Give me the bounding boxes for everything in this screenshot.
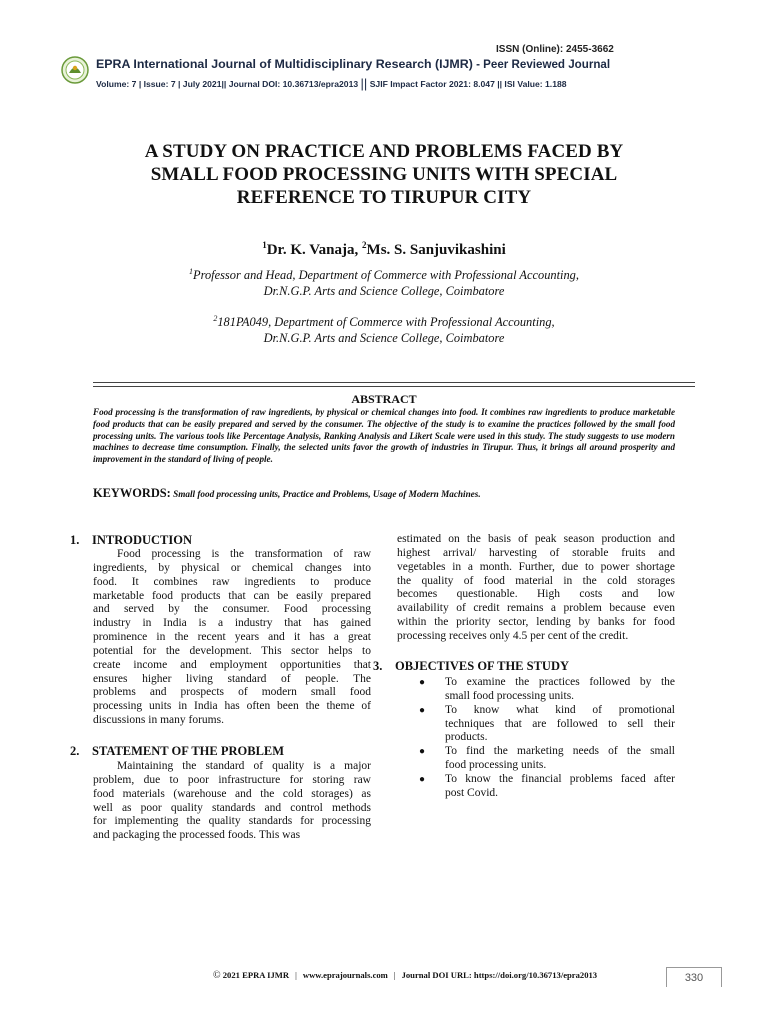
paragraph-line: Maintaining the standard of quality is a major [117,760,371,772]
bullet-icon: ● [419,704,426,716]
paragraph-line: highest arrival/ harvesting of storable fruits and [397,546,675,559]
paragraph-line: vegetables in a month. Further, due to power shortage [397,560,675,573]
paragraph-line: problem, due to poor infrastructure for storing raw [93,773,371,786]
paragraph-line: estimated on the basis of peak season production and [397,533,675,545]
abstract-text: Food processing is the transformation of raw ingredients, by physical or chemical changes into food. It combines raw ingredients to produce marketable food products that can be easily prepared and served by the consumer. The objective of the study is to examine the practices followed by the small food processing units. The various tools like Percentage Analysis, Ranking Analysis and Likert Scale were used in this study. The study suggests to use modern machines to decrease time consumption. Finally, the selected units favor the growth of industries in Tirupur. Thus, it brings all around prosperity and improvement in the standard of living of people. [93,407,675,465]
section-number: 3. [373,659,383,673]
journal-meta-left: Volume: 7 | Issue: 7 | July 2021|| Journal DOI: 10.36713/epra2013 [96,79,361,89]
peer-reviewed-label: - Peer Reviewed Journal [472,58,611,71]
objective-line: post Covid. [445,786,499,799]
affiliation-line: Dr.N.G.P. Arts and Science College, Coimbatore [263,283,505,298]
abstract-heading: ABSTRACT [351,392,417,406]
paragraph-line: ensures higher living standard of people. The [93,672,371,685]
paragraph-line: becomes questionable. High costs and low [397,588,675,601]
paragraph-line: industry in India is a industry that has gained [93,617,371,630]
keywords [93,484,693,502]
title-line: A STUDY ON PRACTICE AND PROBLEMS FACED BY [144,141,624,162]
section-number: 1. [70,533,80,547]
authors [60,240,708,259]
objective-line: small food processing units. [445,689,575,702]
section-heading-objectives [373,659,569,674]
divider [93,382,695,383]
author-sup: 1 [262,240,267,250]
section-title: OBJECTIVES OF THE STUDY [395,659,570,673]
objective-line: To know the financial problems faced after [445,772,675,785]
statement-paragraph [93,760,371,843]
paragraph-line: Food processing is the transformation of raw [117,548,371,560]
journal-meta [96,76,567,91]
section-heading-introduction [70,533,192,548]
objective-line: To find the marketing needs of the small [445,745,675,758]
author-name: Dr. K. Vanaja, [266,242,363,258]
paragraph-line: for implementing the quality standards for processing [93,815,371,828]
paragraph-line: processing receives only 4.5 per cent of the credit. [397,629,629,642]
paragraph-line: create income and employment opportunities that [93,658,371,671]
title-line: SMALL FOOD PROCESSING UNITS WITH SPECIAL [150,164,618,185]
paragraph-line: ingredients, by physical or chemical changes into [93,561,371,574]
paragraph-line: within the priority sector, lending by banks for food [397,616,675,629]
objective-item [415,745,675,773]
paragraph-line: potential for the development. This sector helps to [93,644,371,657]
paragraph-line: the quality of food material in the cold storages [397,574,675,587]
objective-item [415,704,675,746]
paragraph-line: food materials (warehouse and the cold storages) as [93,787,371,800]
paragraph-line: processing units in India has often been the theme of [93,700,371,713]
journal-meta-right: SJIF Impact Factor 2021: 8.047 || ISI Value: 1.188 [367,79,567,89]
paragraph-line: availability of credit remains a problem because even [397,602,675,615]
bullet-icon: ● [419,773,426,785]
author-sup: 2 [362,240,367,250]
objective-line: food processing units. [445,759,547,772]
objective-line: techniques that are followed to sell their [445,717,675,730]
journal-name [96,57,610,71]
footer-doi: Journal DOI URL: https://doi.org/10.36713/epra2013 [401,970,598,980]
footer-journal: 2021 EPRA IJMR [220,970,290,980]
keywords-text: Small food processing units, Practice and Problems, Usage of Modern Machines. [170,489,481,499]
page-footer: © 2021 EPRA IJMR | www.eprajournals.com | Journal DOI URL: https://doi.org/10.36713/epra2013 [213,970,598,981]
journal-title: EPRA International Journal of Multidisciplinary Research (IJMR) [96,57,473,71]
divider [93,386,695,387]
affiliation-sup: 1 [189,267,194,276]
affiliation-sup: 2 [213,314,218,323]
objective-line: To examine the practices followed by the [445,676,675,688]
paragraph-line: well as poor quality standards and control methods [93,801,371,814]
footer-website: www.eprajournals.com [302,970,388,980]
objective-item [415,773,675,801]
paragraph-line: marketable food products that can be easily prepared [93,589,371,602]
bullet-icon: ● [419,746,426,758]
section-title: STATEMENT OF THE PROBLEM [92,744,285,758]
paragraph-line: discussions in many forums. [93,714,224,727]
objective-line: products. [445,731,488,744]
objective-item [415,676,675,704]
affiliation-line: Professor and Head, Department of Commerce with Professional Accounting, [193,268,579,283]
paragraph-line: and packaging the processed foods. This was [93,829,301,842]
keywords-label: KEYWORDS: [93,486,171,500]
paragraph-line: food. It combines raw ingredients to produce [93,575,371,588]
paper-title [60,140,708,209]
epra-logo-icon [61,56,89,84]
paragraph-line: and served by the consumer. Food processing [93,603,371,616]
section-title: INTRODUCTION [92,533,193,547]
introduction-paragraph [93,548,371,728]
statement-continued-paragraph [397,533,675,644]
copyright-symbol: © [213,970,221,981]
page-number: 330 [666,967,722,987]
paragraph-line: prominence in the recent years and it has a great [93,631,371,644]
bullet-icon: ● [419,677,426,688]
affiliation-1 [60,264,708,299]
objective-line: To know what kind of promotional [445,703,675,716]
affiliation-2 [60,311,708,346]
title-line: REFERENCE TO TIRUPUR CITY [236,187,532,208]
affiliation-line: 181PA049, Department of Commerce with Professional Accounting, [217,315,555,330]
author-name: Ms. S. Sanjuvikashini [366,242,506,258]
section-number: 2. [70,744,80,758]
meta-separator: || [360,76,368,91]
affiliation-line: Dr.N.G.P. Arts and Science College, Coimbatore [263,330,505,345]
section-heading-statement [70,744,284,759]
issn-label: ISSN (Online): 2455-3662 [496,44,614,55]
objectives-list [415,676,675,801]
paragraph-line: problems and prospects of modern small food [93,686,371,699]
